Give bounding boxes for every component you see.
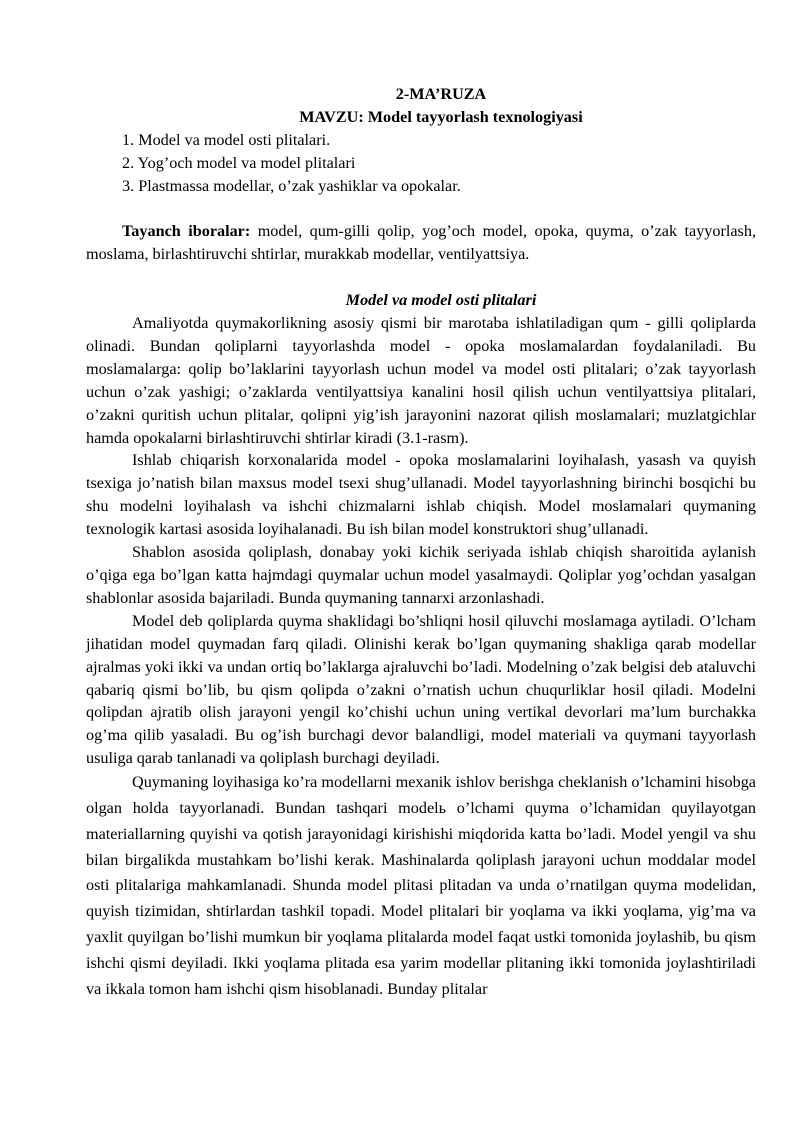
blank-line <box>86 198 756 221</box>
body-paragraph: Model deb qoliplarda quyma shaklidagi bo’shliqni hosil qiluvchi moslamaga aytiladi. O’lcham jihatidan model quymadan farq qiladi. Olinishi kerak bo’lgan quymaning shakliga qarab modellar ajralmas yoki ikki va undan ortiq bo’laklarga ajraluvchi bo’ladi. Modelning o’zak belgisi deb ataluvchi qabariq qismi bo’lib, bu qism qolipda o’zakni o’rnatish uchun chuqurliklar hosil qiladi. Modelni qolipdan ajratib olish jarayoni yengil ko’chishi uchun uning vertikal devorlari ma’lum burchakka og’ma qilib yasaladi. Bu og’ish burchagi devor balandligi, model materiali va quymani tayyorlash usuliga qarab tanlanadi va qoliplash burchagi deyiladi. <box>86 611 756 768</box>
blank-line <box>86 266 756 289</box>
body-paragraph: Amaliyotda quymakorlikning asosiy qismi bir marotaba ishlatiladigan qum - gilli qoliplarda olinadi. Bundan qoliplarni tayyorlashda model - opoka moslamalardan foydalaniladi. Bu moslamalarga: qolip bo’laklarini tayyorlash uchun model va model osti plitalari; o’zak tayyorlash uchun o’zak yashigi; o’zaklarda ventilyattsiya kanalini hosil qilish uchun ventilyattsiya plitalari, o’zakni quritish uchun plitalar, qolipni yig’ish jarayonini nazorat qilish moslamalari; muzlatgichlar hamda opokalarni birlashtiruvchi shtirlar kiradi (3.1-rasm). <box>86 314 756 447</box>
body-paragraph: Shablon asosida qoliplash, donabay yoki kichik seriyada ishlab chiqish sharoitida aylanish o’qiga ega bo’lgan katta hajmdagi quymalar uchun model yasalmaydi. Qoliplar yog’ochdan yasalgan shablonlar asosida bajariladi. Bunda quymaning tannarxi arzonlashadi. <box>86 543 756 607</box>
section-heading: Model va model osti plitalari <box>345 291 537 310</box>
lecture-number: 2-MA’RUZA <box>395 85 487 103</box>
topic-outline <box>86 129 756 198</box>
outline-item: 1. Model va model osti plitalari. <box>122 130 331 149</box>
topic-title: MAVZU: Model tayyorlash texnologiyasi <box>299 107 583 126</box>
keywords-paragraph <box>86 220 756 266</box>
body-paragraph: Quymaning loyihasiga ko’ra modellarni mexanik ishlov berishga cheklanish o’lchamini hisobga olgan holda tayyorlanadi. Bundan tashqari modelь o’lchami quyma o’lchamidan quyilayotgan materiallarning quyishi va qotish jarayonidagi kirishishi miqdorida katta bo’ladi. Model yengil va shu bilan birgalikda mustahkam bo’lishi kerak. Mashinalarda qoliplash jarayoni uchun moddalar model osti plitalariga mahkamlanadi. Shunda model plitasi plitadan va unda o’rnatilgan quyma modelidan, quyish tizimidan, shtirlardan tashkil topadi. Model plitalari bir yoqlama va ikki yoqlama, yig’ma va yaxlit quyilgan bo’lishi mumkun bir yoqlama plitalarda model faqat ustki tomonida joylashib, bu qism ishchi qismi deyiladi. Ikki yoqlama plitada esa yarim modellar plitaning ikki tomonida joylashtiriladi va ikkala tomon ham ishchi qism hisoblanadi. Bunday plitalar <box>86 773 756 998</box>
document-page <box>86 83 756 1002</box>
body-paragraph: Ishlab chiqarish korxonalarida model - opoka moslamalarini loyihalash, yasash va quyish tsexiga jo’natish bilan maxsus model tsexi shug’ullanadi. Model tayyorlashning birinchi bosqichi bu shu modelni loyihalash va ishchi chizmalarni ishlab chiqish. Model moslamalari quymaning texnologik kartasi asosida loyihalanadi. Bu ish bilan model konstruktori shug’ullanadi. <box>86 451 756 539</box>
keywords-text: model, qum-gilli qolip, yog’och model, opoka, quyma, o’zak tayyorlash, moslama, birlashtiruvchi shtirlar, murakkab modellar, ventilyattsiya. <box>86 222 756 264</box>
keywords-label: Tayanch iboralar: <box>122 222 251 241</box>
outline-item: 2. Yog’och model va model plitalari <box>122 153 356 172</box>
outline-item: 3. Plastmassa modellar, o’zak yashiklar va opokalar. <box>122 176 461 195</box>
